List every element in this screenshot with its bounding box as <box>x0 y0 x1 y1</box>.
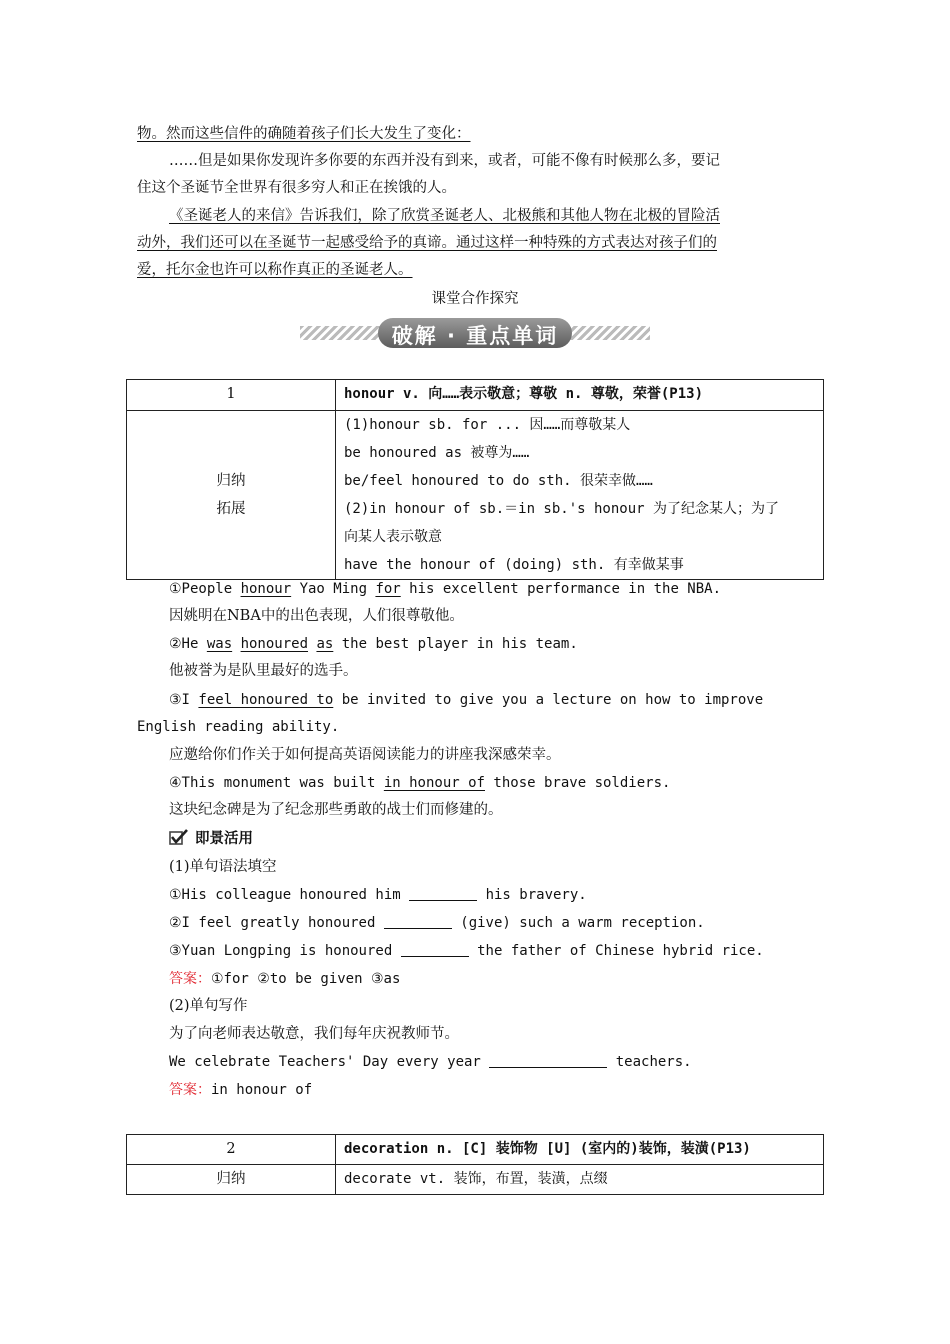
word1-item: be/feel honoured to do sth. 很荣幸做…… <box>344 473 653 489</box>
section-title: 课堂合作探究 <box>431 291 519 307</box>
word2-headword: decoration n. [C] 装饰物 [U] (室内的)装饰，装潢(P13) <box>344 1141 751 1157</box>
word2-number: 2 <box>127 1135 336 1165</box>
answer-blank[interactable] <box>401 942 469 957</box>
practice-part-2: (2)单句写作 <box>169 998 248 1014</box>
example-4-translation: 这块纪念碑是为了纪念那些勇敢的战士们而修建的。 <box>169 802 503 818</box>
section-banner <box>300 318 650 348</box>
word1-item: 向某人表示敬意 <box>344 529 442 545</box>
intro-line-6: 爱，托尔金也许可以称作真正的圣诞老人。 <box>137 262 413 278</box>
practice-part-1: (1)单句语法填空 <box>169 859 277 875</box>
practice-question-4-cn: 为了向老师表达敬意，我们每年庆祝教师节。 <box>169 1026 459 1042</box>
intro-line-1: 物。然而这些信件的确随着孩子们长大发生了变化： <box>137 126 471 142</box>
banner-text: 破解 · 重点单词 <box>391 324 559 348</box>
banner-pill <box>378 318 572 348</box>
example-3: ③I feel honoured to be invited to give you a lecture on how to improve <box>169 692 764 708</box>
word1-label-2: 拓展 <box>216 501 246 517</box>
example-1-translation: 因姚明在NBA中的出色表现，人们很尊敬他。 <box>169 608 464 624</box>
practice-heading <box>169 829 253 849</box>
practice-answer-2: 答案：in honour of <box>169 1082 313 1098</box>
example-2: ②He was honoured as the best player in his team. <box>169 636 578 652</box>
practice-question-1: ①His colleague honoured him his bravery. <box>169 887 587 903</box>
example-3-translation: 应邀给你们作关于如何提高英语阅读能力的讲座我深感荣幸。 <box>169 747 561 763</box>
example-4: ④This monument was built in honour of those brave soldiers. <box>169 775 671 791</box>
practice-question-2: ②I feel greatly honoured (give) such a warm reception. <box>169 915 705 931</box>
word1-headword-cell <box>336 380 824 411</box>
practice-question-3: ③Yuan Longping is honoured the father of Chinese hybrid rice. <box>169 943 764 959</box>
word1-label-cell <box>127 411 336 580</box>
practice-answer-1: 答案：①for ②to be given ③as <box>169 971 401 987</box>
practice-question-4: We celebrate Teachers' Day every year teachers. <box>169 1054 692 1070</box>
word1-number: 1 <box>127 380 336 411</box>
word1-table <box>126 379 824 580</box>
example-1: ①People honour Yao Ming for his excellent performance in the NBA. <box>169 581 722 597</box>
word2-item: decorate vt. 装饰，布置，装潢，点缀 <box>344 1171 608 1187</box>
practice-title: 即景活用 <box>195 831 253 847</box>
intro-line-3: 住这个圣诞节全世界有很多穷人和正在挨饿的人。 <box>137 180 456 196</box>
example-3-continued: English reading ability. <box>137 719 340 735</box>
answer-blank[interactable] <box>489 1053 607 1068</box>
word1-headword: honour v. 向……表示敬意；尊敬 n. 尊敬，荣誉(P13) <box>344 386 704 402</box>
word1-item: have the honour of (doing) sth. 有幸做某事 <box>344 557 684 573</box>
word1-item: (1)honour sb. for ... 因……而尊敬某人 <box>344 417 631 433</box>
check-icon <box>169 829 189 845</box>
answer-blank[interactable] <box>409 886 477 901</box>
word2-headword-cell <box>336 1135 824 1165</box>
word2-label: 归纳 <box>127 1165 336 1195</box>
intro-line-2: ……但是如果你发现许多你要的东西并没有到来，或者，可能不像有时候那么多，要记 <box>169 153 720 169</box>
word1-item: be honoured as 被尊为…… <box>344 445 530 461</box>
word1-items-cell <box>336 411 824 580</box>
intro-line-4: 《圣诞老人的来信》告诉我们，除了欣赏圣诞老人、北极熊和其他人物在北极的冒险活 <box>169 208 720 224</box>
answer-blank[interactable] <box>384 914 452 929</box>
word2-item-cell <box>336 1165 824 1195</box>
word1-item: (2)in honour of sb.＝in sb.'s honour 为了纪念某人；为了 <box>344 501 780 517</box>
word2-table <box>126 1134 824 1195</box>
intro-line-5: 动外，我们还可以在圣诞节一起感受给予的真谛。通过这样一种特殊的方式表达对孩子们的 <box>137 235 717 251</box>
example-2-translation: 他被誉为是队里最好的选手。 <box>169 663 358 679</box>
word1-label-1: 归纳 <box>216 473 246 489</box>
